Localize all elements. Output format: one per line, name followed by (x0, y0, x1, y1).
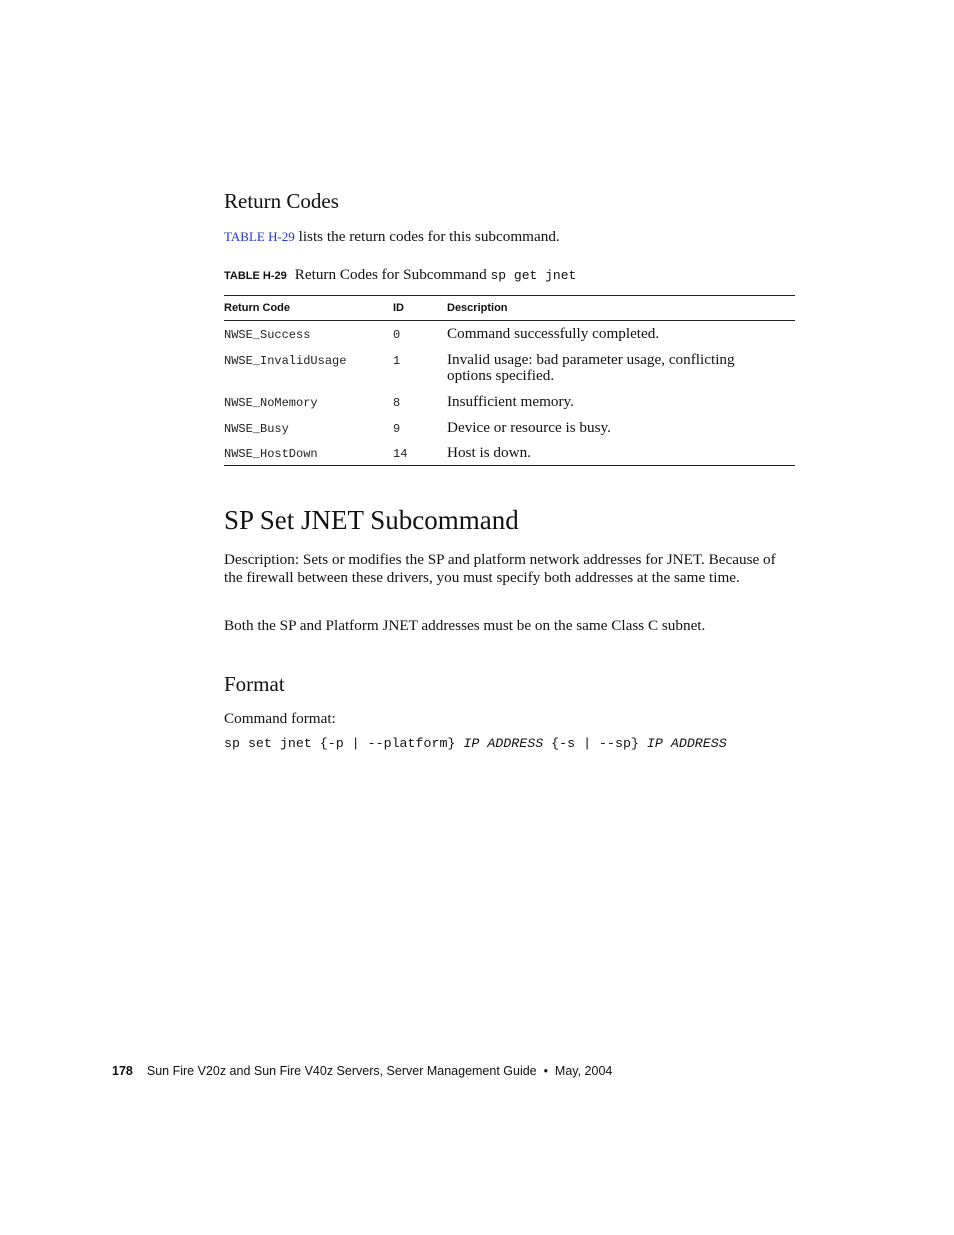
sp-set-jnet-description: Description: Sets or modifies the SP and platform network addresses for JNET. Because of the firewall between these drivers, you must specify both addresses at the same time. (224, 551, 776, 586)
table-cell-description: Device or resource is busy. (447, 419, 611, 436)
format-heading: Format (224, 672, 285, 696)
table-h29-link[interactable]: TABLE H-29 (224, 229, 295, 244)
command-syntax (224, 736, 727, 751)
command-syntax-part2: {-s | --sp} (543, 736, 647, 751)
table-cell-id: 0 (393, 328, 401, 342)
table-header-return-code: Return Code (224, 302, 290, 314)
command-arg-platform-ip: IP ADDRESS (463, 736, 544, 751)
table-header-rule (224, 320, 795, 321)
table-caption-text: Return Codes for Subcommand (294, 266, 491, 283)
return-codes-intro-text: lists the return codes for this subcommand. (294, 228, 560, 245)
return-codes-heading: Return Codes (224, 189, 339, 213)
table-cell-description: Insufficient memory. (447, 393, 574, 410)
table-caption-code: sp get jnet (490, 268, 577, 283)
table-cell-code: NWSE_NoMemory (224, 396, 318, 410)
table-cell-code: NWSE_Success (224, 328, 311, 342)
table-cell-id: 1 (393, 354, 401, 368)
table-cell-id: 14 (393, 447, 408, 461)
return-codes-intro (224, 228, 795, 246)
table-caption (224, 266, 576, 284)
table-header-description: Description (447, 302, 508, 314)
page-footer (112, 1064, 612, 1078)
table-cell-id: 9 (393, 422, 401, 436)
command-syntax-part1: sp set jnet {-p | --platform} (224, 736, 464, 751)
table-header-id: ID (393, 302, 404, 314)
table-caption-label: TABLE H-29 (224, 270, 287, 282)
table-cell-id: 8 (393, 396, 401, 410)
table-cell-code: NWSE_HostDown (224, 447, 318, 461)
table-cell-code: NWSE_Busy (224, 422, 289, 436)
sp-set-jnet-heading: SP Set JNET Subcommand (224, 505, 519, 535)
table-cell-description: Host is down. (447, 444, 531, 461)
table-top-rule (224, 295, 795, 296)
page-number: 178 (112, 1064, 133, 1078)
table-bottom-rule (224, 465, 795, 466)
table-cell-code: NWSE_InvalidUsage (224, 354, 347, 368)
sp-set-jnet-subnet-note: Both the SP and Platform JNET addresses must be on the same Class C subnet. (224, 617, 706, 634)
table-cell-description: Command successfully completed. (447, 325, 660, 342)
footer-text: Sun Fire V20z and Sun Fire V40z Servers, Server Management Guide • May, 2004 (146, 1064, 613, 1078)
table-cell-description: Invalid usage: bad parameter usage, conflicting options specified. (447, 351, 735, 384)
command-arg-sp-ip: IP ADDRESS (646, 736, 727, 751)
command-format-label: Command format: (224, 710, 336, 727)
